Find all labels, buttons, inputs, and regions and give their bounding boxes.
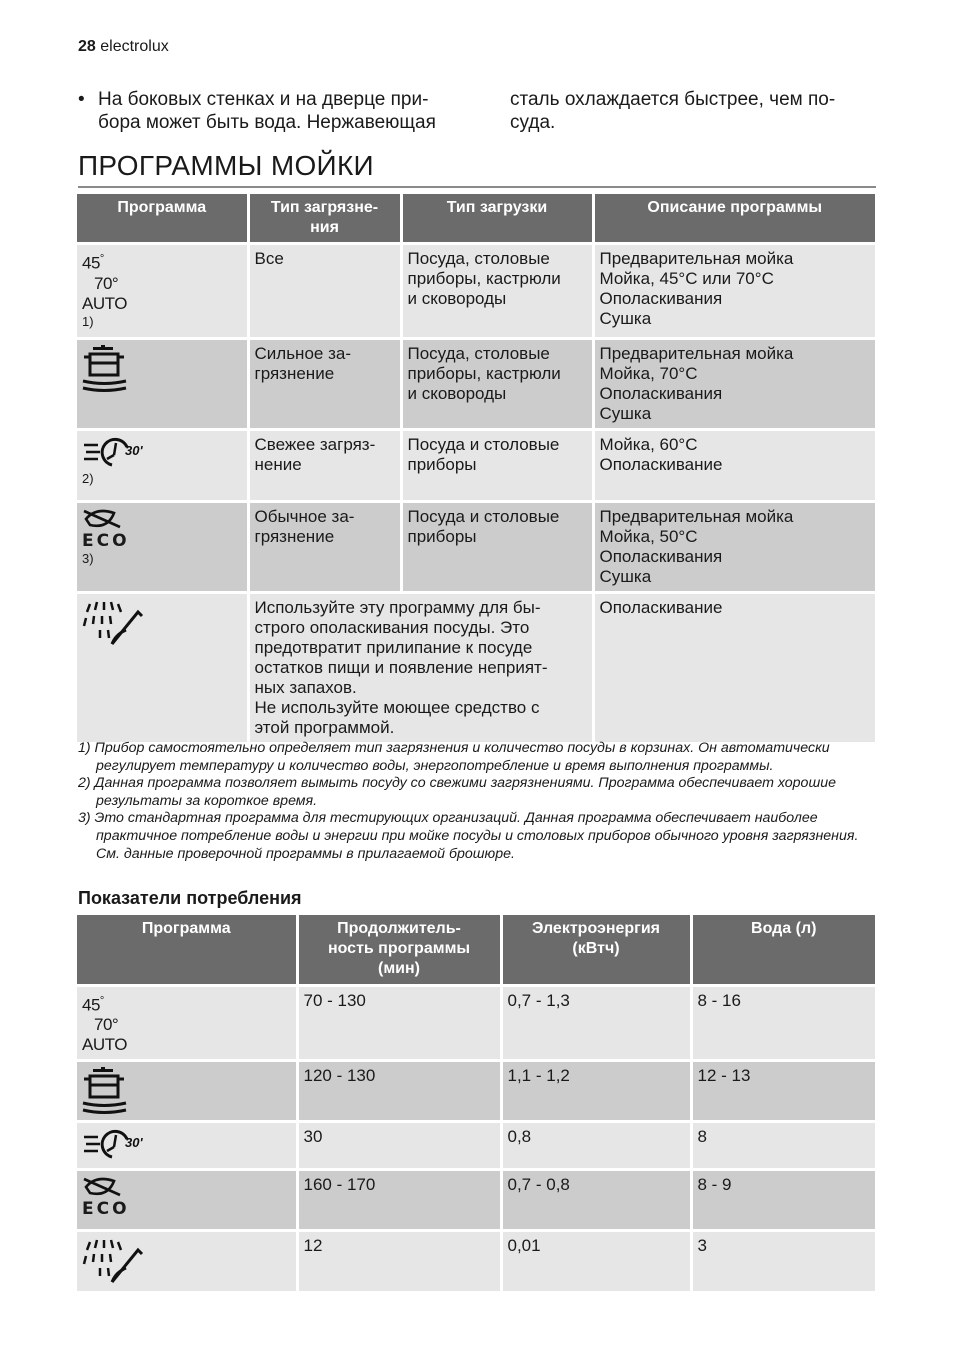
intro-bullet-right xyxy=(510,88,880,134)
footnote-ref: 2) xyxy=(82,471,94,486)
energy-value: 1,1 - 1,2 xyxy=(501,1061,691,1122)
column-header: Электроэнергия (кВтч) xyxy=(501,915,691,985)
soil-type: Свежее загряз- нение xyxy=(248,430,401,502)
footnote-ref: 1) xyxy=(82,313,94,329)
svg-text:30': 30' xyxy=(125,1135,143,1151)
column-header: Продолжитель- ность программы (мин) xyxy=(297,915,501,985)
soil-type: Сильное за- грязнение xyxy=(248,339,401,430)
water-value: 3 xyxy=(691,1231,875,1293)
load-type: Посуда, столовые приборы, кастрюли и сковороды xyxy=(401,244,593,339)
program-icon-cell xyxy=(77,1122,297,1170)
intro-line: На боковых стенках и на дверце при- xyxy=(98,89,429,110)
program-icon-cell xyxy=(77,1170,297,1231)
table-header-row xyxy=(77,194,875,244)
duration-value: 70 - 130 xyxy=(297,985,501,1061)
table-row xyxy=(77,1170,875,1231)
program-icon-cell xyxy=(77,1231,297,1293)
auto-45-70-icon: 45° 70° AUTO xyxy=(82,994,127,1055)
brand-name: electrolux xyxy=(100,38,169,55)
rinse-spray-icon xyxy=(82,1236,291,1286)
table-row xyxy=(77,985,875,1061)
program-description: Предварительная мойка Мойка, 45°C или 70°C Ополаскивания Сушка xyxy=(593,244,875,339)
eco-leaf-icon: ECO xyxy=(82,507,242,551)
energy-value: 0,7 - 1,3 xyxy=(501,985,691,1061)
program-icon-cell xyxy=(77,244,248,339)
bullet-mark: • xyxy=(78,89,85,110)
footnotes xyxy=(78,740,878,863)
programs-table xyxy=(77,194,875,745)
intro-line: суда. xyxy=(510,112,556,133)
program-description: Мойка, 60°C Ополаскивание xyxy=(593,430,875,502)
duration-value: 12 xyxy=(297,1231,501,1293)
table-row xyxy=(77,1231,875,1293)
footnote: 3) Это стандартная программа для тестирующих организаций. Данная программа обеспечивает наиболее практичное потребление воды и энергии при мойке посуды и столовых приборов обычного уровня загрязнения. См. данные проверочной программы в прилагаемой брошюре. xyxy=(78,810,859,862)
program-icon-cell xyxy=(77,430,248,502)
section-divider xyxy=(78,186,876,188)
energy-value: 0,01 xyxy=(501,1231,691,1293)
program-description: Предварительная мойка Мойка, 50°C Ополаскивания Сушка xyxy=(593,502,875,593)
consumption-table xyxy=(77,915,875,1294)
duration-value: 30 xyxy=(297,1122,501,1170)
water-value: 8 - 16 xyxy=(691,985,875,1061)
table-row xyxy=(77,244,875,339)
page-header xyxy=(78,38,169,56)
load-type: Посуда и столовые приборы xyxy=(401,430,593,502)
column-header: Вода (л) xyxy=(691,915,875,985)
pot-intensive-icon xyxy=(82,1066,291,1114)
soil-type: Обычное за- грязнение xyxy=(248,502,401,593)
intro-line: сталь охлаждается быстрее, чем по- xyxy=(510,89,836,110)
energy-value: 0,7 - 0,8 xyxy=(501,1170,691,1231)
load-type: Посуда, столовые приборы, кастрюли и сковороды xyxy=(401,339,593,430)
program-icon-cell xyxy=(77,985,297,1061)
water-value: 8 xyxy=(691,1122,875,1170)
footnote: 1) Прибор самостоятельно определяет тип загрязнения и количество посуды в корзинах. Он автоматически регулирует температуру и количество воды, энергопотребление и время выполнения программы. xyxy=(78,740,830,774)
consumption-title: Показатели потребления xyxy=(78,888,302,908)
auto-45-70-icon: 45° 70° AUTO xyxy=(82,253,127,313)
intro-bullet-left xyxy=(78,88,478,134)
water-value: 8 - 9 xyxy=(691,1170,875,1231)
quick-30-icon xyxy=(82,435,242,471)
footnote: 2) Данная программа позволяет вымыть посуду со свежими загрязнениями. Программа обеспечивает хорошие результаты за короткое время. xyxy=(78,775,837,809)
program-description: Ополаскивание xyxy=(593,593,875,744)
column-header: Программа xyxy=(77,915,297,985)
column-header: Программа xyxy=(77,194,248,244)
program-icon-cell xyxy=(77,502,248,593)
pot-intensive-icon xyxy=(82,344,242,392)
duration-value: 160 - 170 xyxy=(297,1170,501,1231)
table-row xyxy=(77,593,875,744)
table-row xyxy=(77,502,875,593)
eco-leaf-icon: ECO xyxy=(82,1175,291,1219)
column-header: Тип загрузки xyxy=(401,194,593,244)
program-description: Предварительная мойка Мойка, 70°C Ополаскивания Сушка xyxy=(593,339,875,430)
table-row xyxy=(77,1061,875,1122)
column-header: Описание программы xyxy=(593,194,875,244)
table-row xyxy=(77,339,875,430)
program-icon-cell xyxy=(77,339,248,430)
table-header-row xyxy=(77,915,875,985)
intro-line: бора может быть вода. Нержавеющая xyxy=(98,112,436,133)
table-row xyxy=(77,1122,875,1170)
energy-value: 0,8 xyxy=(501,1122,691,1170)
table-row xyxy=(77,430,875,502)
column-header: Тип загрязне- ния xyxy=(248,194,401,244)
rinse-program-note: Используйте эту программу для бы- строго ополаскивания посуды. Это предотвратит прилипание к посуде остатков пищи и появление неприят- ных запахов. Не используйте моющее средство с этой программой. xyxy=(248,593,593,744)
footnote-ref: 3) xyxy=(82,551,94,566)
svg-text:30': 30' xyxy=(125,443,143,458)
section-title: ПРОГРАММЫ МОЙКИ xyxy=(78,150,374,181)
program-icon-cell xyxy=(77,1061,297,1122)
page-number: 28 xyxy=(78,38,96,55)
soil-type: Все xyxy=(248,244,401,339)
load-type: Посуда и столовые приборы xyxy=(401,502,593,593)
water-value: 12 - 13 xyxy=(691,1061,875,1122)
quick-30-icon xyxy=(82,1127,291,1163)
duration-value: 120 - 130 xyxy=(297,1061,501,1122)
rinse-spray-icon xyxy=(82,598,242,648)
program-icon-cell xyxy=(77,593,248,744)
